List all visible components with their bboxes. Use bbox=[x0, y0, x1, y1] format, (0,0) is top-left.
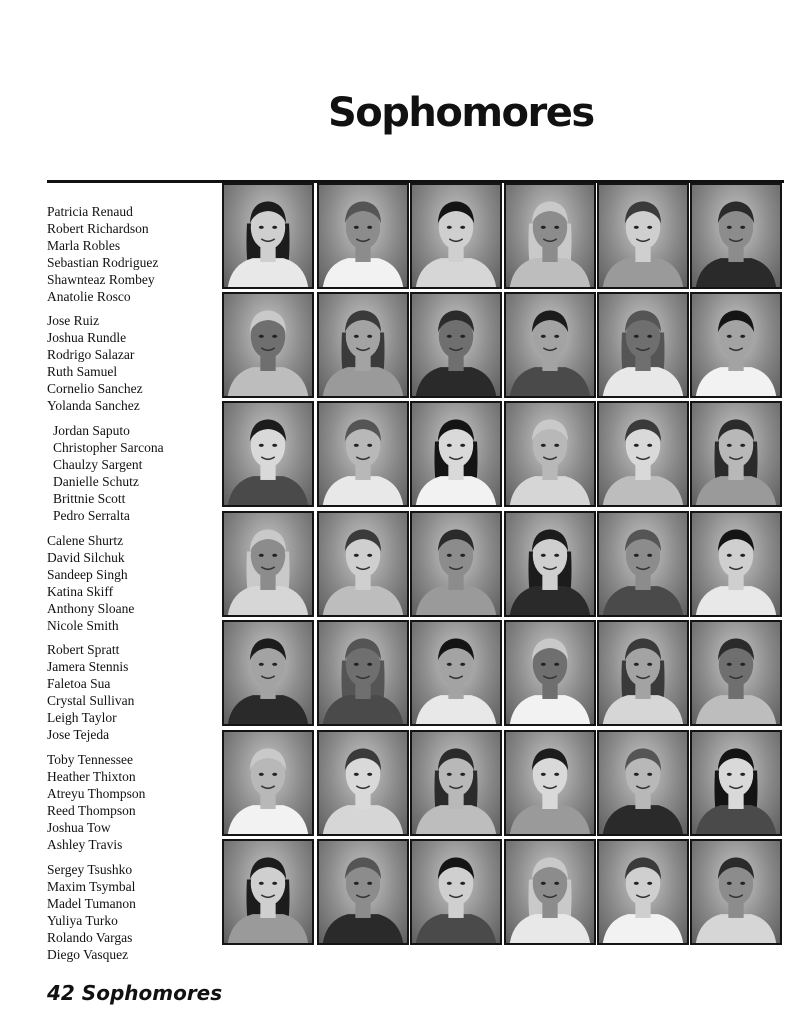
student-portrait bbox=[410, 620, 502, 726]
student-portrait bbox=[597, 401, 689, 507]
name-group bbox=[47, 532, 222, 634]
student-name: Christopher Sarcona bbox=[53, 440, 164, 455]
student-name: Katina Skiff bbox=[47, 584, 114, 599]
student-portrait bbox=[504, 183, 596, 289]
name-group bbox=[47, 312, 222, 414]
student-name: Madel Tumanon bbox=[47, 896, 136, 911]
student-portrait bbox=[410, 839, 502, 945]
student-name: Jose Ruiz bbox=[47, 313, 100, 328]
student-portrait bbox=[317, 620, 409, 726]
name-group bbox=[53, 422, 228, 524]
student-portrait bbox=[690, 511, 782, 617]
student-name: Jose Tejeda bbox=[47, 727, 110, 742]
student-name: Anthony Sloane bbox=[47, 601, 135, 616]
student-portrait bbox=[504, 839, 596, 945]
student-portrait bbox=[504, 511, 596, 617]
name-group bbox=[47, 641, 222, 743]
student-portrait bbox=[690, 620, 782, 726]
student-portrait bbox=[410, 730, 502, 836]
name-group bbox=[47, 203, 222, 305]
student-portrait bbox=[317, 511, 409, 617]
student-name: Calene Shurtz bbox=[47, 533, 124, 548]
student-name: Robert Richardson bbox=[47, 221, 149, 236]
student-name: Ruth Samuel bbox=[47, 364, 118, 379]
student-name: Yuliya Turko bbox=[47, 913, 118, 928]
student-portrait bbox=[410, 292, 502, 398]
student-name: Ashley Travis bbox=[47, 837, 123, 852]
student-portrait bbox=[597, 183, 689, 289]
student-name: Sandeep Singh bbox=[47, 567, 128, 582]
student-portrait bbox=[597, 839, 689, 945]
student-portrait bbox=[222, 730, 314, 836]
student-name: Yolanda Sanchez bbox=[47, 398, 140, 413]
student-portrait bbox=[317, 839, 409, 945]
student-name: Joshua Tow bbox=[47, 820, 111, 835]
student-name: Heather Thixton bbox=[47, 769, 136, 784]
student-portrait bbox=[597, 292, 689, 398]
student-portrait bbox=[597, 511, 689, 617]
page-footer: 42 Sophomores bbox=[47, 981, 223, 1005]
page-title: Sophomores bbox=[328, 90, 594, 136]
student-name: Leigh Taylor bbox=[47, 710, 117, 725]
student-name: Robert Spratt bbox=[47, 642, 120, 657]
student-portrait bbox=[317, 292, 409, 398]
student-name: Diego Vasquez bbox=[47, 947, 129, 962]
student-name: Maxim Tsymbal bbox=[47, 879, 136, 894]
student-name: Reed Thompson bbox=[47, 803, 136, 818]
student-portrait bbox=[690, 292, 782, 398]
student-name: Rodrigo Salazar bbox=[47, 347, 135, 362]
student-portrait bbox=[222, 183, 314, 289]
student-name: Anatolie Rosco bbox=[47, 289, 131, 304]
student-portrait bbox=[690, 730, 782, 836]
student-portrait bbox=[597, 730, 689, 836]
student-portrait bbox=[597, 620, 689, 726]
student-name: Shawnteaz Rombey bbox=[47, 272, 155, 287]
student-name: Pedro Serralta bbox=[53, 508, 130, 523]
student-name: Rolando Vargas bbox=[47, 930, 133, 945]
student-name: Marla Robles bbox=[47, 238, 121, 253]
student-name: David Silchuk bbox=[47, 550, 125, 565]
student-name: Patricia Renaud bbox=[47, 204, 133, 219]
student-portrait bbox=[504, 401, 596, 507]
student-name: Cornelio Sanchez bbox=[47, 381, 143, 396]
student-name: Jamera Stennis bbox=[47, 659, 129, 674]
student-portrait bbox=[410, 183, 502, 289]
name-list bbox=[0, 0, 223, 1035]
name-group bbox=[47, 751, 222, 853]
student-portrait bbox=[317, 183, 409, 289]
student-name: Chaulzy Sargent bbox=[53, 457, 143, 472]
student-name: Sebastian Rodriguez bbox=[47, 255, 159, 270]
student-portrait bbox=[690, 183, 782, 289]
student-name: Danielle Schutz bbox=[53, 474, 139, 489]
student-portrait bbox=[504, 620, 596, 726]
student-portrait bbox=[222, 401, 314, 507]
student-portrait bbox=[504, 730, 596, 836]
student-portrait bbox=[222, 292, 314, 398]
student-name: Brittnie Scott bbox=[53, 491, 126, 506]
student-portrait bbox=[690, 839, 782, 945]
student-name: Joshua Rundle bbox=[47, 330, 127, 345]
student-portrait bbox=[317, 730, 409, 836]
student-name: Crystal Sullivan bbox=[47, 693, 135, 708]
student-name: Toby Tennessee bbox=[47, 752, 133, 767]
student-portrait bbox=[222, 839, 314, 945]
student-name: Sergey Tsushko bbox=[47, 862, 133, 877]
name-group bbox=[47, 861, 222, 963]
student-portrait bbox=[222, 620, 314, 726]
student-name: Nicole Smith bbox=[47, 618, 119, 633]
student-portrait bbox=[317, 401, 409, 507]
student-name: Jordan Saputo bbox=[53, 423, 130, 438]
student-name: Atreyu Thompson bbox=[47, 786, 146, 801]
student-portrait bbox=[690, 401, 782, 507]
student-portrait bbox=[410, 511, 502, 617]
student-portrait bbox=[222, 511, 314, 617]
student-portrait bbox=[504, 292, 596, 398]
student-name: Faletoa Sua bbox=[47, 676, 111, 691]
student-portrait bbox=[410, 401, 502, 507]
